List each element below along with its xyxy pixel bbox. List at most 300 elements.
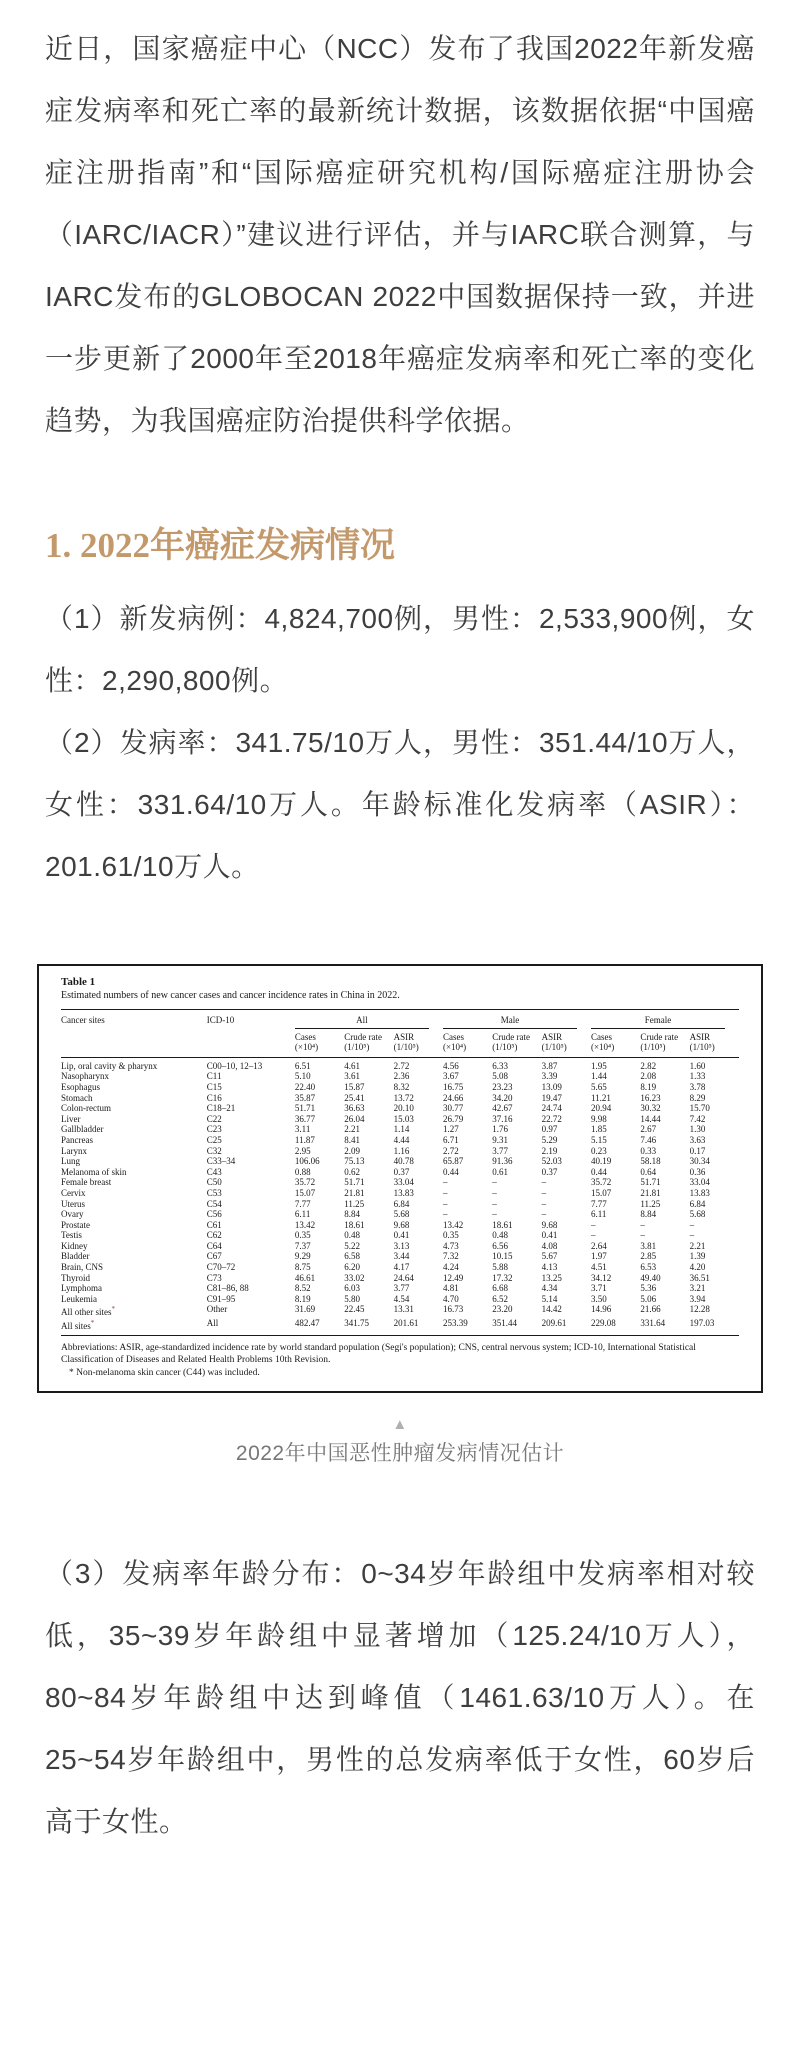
table-cell: 0.41 <box>393 1230 410 1241</box>
table-cell: 4.44 <box>393 1134 410 1145</box>
table-cell: C43 <box>206 1166 222 1177</box>
table-cell: 0.35 <box>442 1230 459 1241</box>
cancer-site-cell: Brain, CNS <box>61 1262 104 1273</box>
table-cell: 15.03 <box>393 1113 414 1124</box>
table-cell: 35.72 <box>294 1177 316 1188</box>
table-row <box>61 1318 739 1335</box>
table-cell: 3.77 <box>492 1145 509 1156</box>
table-cell: 12.49 <box>442 1272 464 1283</box>
table-cell: 0.48 <box>492 1230 509 1241</box>
table-row <box>61 1304 739 1318</box>
table-cell: 8.75 <box>294 1262 311 1273</box>
table-row <box>61 1071 739 1082</box>
table-cell: 3.71 <box>590 1283 607 1294</box>
table-cell: 9.29 <box>294 1251 311 1262</box>
intro-paragraph: 近日，国家癌症中心（NCC）发布了我国2022年新发癌症发病率和死亡率的最新统计数据，该数据依据“中国癌症注册指南”和“国际癌症研究机构/国际癌症注册协会（IARC/IACR）”建议进行评估，并与IARC联合测算，与IARC发布的GLOBOCAN 2022中国数据保持一致，并进一步更新了2000年至2018年癌症发病率和死亡率的变化趋势，为我国癌症防治提供科学依据。 <box>45 33 755 436</box>
table-cell: 52.03 <box>541 1156 562 1167</box>
table-cell: 4.24 <box>442 1262 459 1273</box>
table-cell: – <box>541 1209 547 1220</box>
table-cell: 0.61 <box>492 1166 509 1177</box>
new-cases-paragraph: （1）新发病例：4,824,700例，男性：2,533,900例，女性：2,290,800例。 <box>45 603 755 696</box>
table-cell: 482.47 <box>294 1318 320 1329</box>
table-cell: 3.50 <box>590 1293 607 1304</box>
cancer-site-cell: Lip, oral cavity & pharynx <box>61 1060 158 1071</box>
cancer-site-cell: Lung <box>61 1156 80 1167</box>
header-group-male: Male <box>443 1010 591 1029</box>
table-cell: 2.08 <box>640 1071 657 1082</box>
table-row <box>61 1199 739 1210</box>
table-cell: – <box>442 1177 448 1188</box>
age-distribution-paragraph: （3）发病率年龄分布：0~34岁年龄组中发病率相对较低，35~39岁年龄组中显著增加（125.24/10万人），80~84岁年龄组中达到峰值（1461.63/10万人）。在25~54岁年龄组中，男性的总发病率低于女性，60岁后高于女性。 <box>45 1558 755 1838</box>
incidence-rate-paragraph: （2）发病率：341.75/10万人，男性：351.44/10万人，女性：331.64/10万人。年龄标准化发病率（ASIR）：201.61/10万人。 <box>45 727 755 882</box>
table-cell: 37.16 <box>492 1113 513 1124</box>
table-cell: 35.87 <box>294 1092 316 1103</box>
table-cell: 1.44 <box>590 1071 607 1082</box>
table-cell: 0.62 <box>344 1166 361 1177</box>
table-cell: 26.79 <box>442 1113 464 1124</box>
table-cell: 2.21 <box>344 1124 361 1135</box>
header-all-crude: Crude rate (1/10⁵) <box>344 1031 382 1053</box>
table-cell: 5.22 <box>344 1240 361 1251</box>
table-cell: 51.71 <box>294 1103 316 1114</box>
table-cell: – <box>492 1209 497 1220</box>
table-row <box>61 1146 739 1157</box>
table-cell: 8.19 <box>640 1081 657 1092</box>
table-cell: 253.39 <box>442 1318 468 1329</box>
table-cell: – <box>689 1230 695 1241</box>
table-cell: 16.75 <box>442 1081 464 1092</box>
table-cell: 0.64 <box>640 1166 657 1177</box>
table-cell: 4.54 <box>393 1293 410 1304</box>
table-cell: – <box>442 1198 448 1209</box>
table-cell: 9.68 <box>393 1219 410 1230</box>
table-cell: 4.20 <box>689 1262 706 1273</box>
table-cell: 6.33 <box>492 1060 509 1071</box>
table-cell: 35.72 <box>590 1177 612 1188</box>
table-cell: 22.72 <box>541 1113 562 1124</box>
table-cell: C62 <box>206 1230 222 1241</box>
table-cell: C18–21 <box>206 1103 236 1114</box>
table-row <box>61 1167 739 1178</box>
header-all-cases: Cases (×10⁴) <box>294 1031 319 1053</box>
table-cell: 36.77 <box>294 1113 316 1124</box>
table-row <box>61 1188 739 1199</box>
table-cell: – <box>590 1219 596 1230</box>
table-cell: C53 <box>206 1187 222 1198</box>
table-cell: 106.06 <box>294 1156 320 1167</box>
table-cell: 5.36 <box>640 1283 657 1294</box>
table-cell: 1.16 <box>393 1145 410 1156</box>
table-cell: – <box>689 1219 695 1230</box>
table-cell: 8.29 <box>689 1092 706 1103</box>
table-abbreviations-note: Abbreviations: ASIR, age-standardized incidence rate by world standard population (Segi's population); CNS, central nervous system; ICD-10, International Statistical Classification of Diseases and Related Health Problems 10th Revision. <box>61 1342 696 1366</box>
table-cell: 10.15 <box>492 1251 513 1262</box>
table-cell: 46.61 <box>294 1272 316 1283</box>
table-cell: 4.61 <box>344 1060 361 1071</box>
cancer-site-cell: Prostate <box>61 1219 90 1230</box>
table-cell: 1.97 <box>590 1251 607 1262</box>
table-cell: 1.76 <box>492 1124 509 1135</box>
table1-subtitle: Estimated numbers of new cancer cases and cancer incidence rates in China in 2022. <box>61 990 400 1001</box>
table-cell: 2.36 <box>393 1071 410 1082</box>
table-cell: 3.81 <box>640 1240 657 1251</box>
table-cell: 20.94 <box>590 1103 612 1114</box>
table-cell: 6.53 <box>640 1262 657 1273</box>
table-cell: 24.64 <box>393 1272 414 1283</box>
table-cell: 0.41 <box>541 1230 558 1241</box>
header-group-all: All <box>295 1010 443 1029</box>
table-cell: C64 <box>206 1240 222 1251</box>
table-cell: 5.15 <box>590 1134 607 1145</box>
table-cell: 21.81 <box>640 1187 661 1198</box>
table-cell: 22.40 <box>294 1081 316 1092</box>
table-cell: 197.03 <box>689 1318 715 1329</box>
table-cell: 8.84 <box>344 1209 361 1220</box>
table-cell: 25.41 <box>344 1092 365 1103</box>
table-cell: 209.61 <box>541 1318 567 1329</box>
cancer-site-cell: Ovary <box>61 1209 84 1220</box>
table-cell: C81–86, 88 <box>206 1283 249 1294</box>
table-cell: C70–72 <box>206 1262 236 1273</box>
table-cell: 23.20 <box>492 1304 513 1315</box>
cancer-site-cell: Nasopharynx <box>61 1071 109 1082</box>
table-cell: – <box>541 1198 547 1209</box>
table-cell: 6.71 <box>442 1134 459 1145</box>
table-cell: 8.19 <box>294 1293 311 1304</box>
table-cell: 7.46 <box>640 1134 657 1145</box>
table-cell: 4.08 <box>541 1240 558 1251</box>
table-row <box>61 1135 739 1146</box>
table-cell: C15 <box>206 1081 222 1092</box>
table-cell: 13.83 <box>689 1187 710 1198</box>
table-cell: – <box>640 1219 645 1230</box>
table-cell: 14.96 <box>590 1304 612 1315</box>
cancer-site-cell: All other sites* <box>61 1305 115 1318</box>
table-row <box>61 1156 739 1167</box>
table-row <box>61 1209 739 1220</box>
table-cell: – <box>590 1230 596 1241</box>
table-cell: 15.07 <box>294 1187 316 1198</box>
table-cell: 3.11 <box>294 1124 311 1135</box>
table-cell: C73 <box>206 1272 222 1283</box>
table-row <box>61 1251 739 1262</box>
table-cell: 6.51 <box>294 1060 311 1071</box>
table-cell: 1.27 <box>442 1124 459 1135</box>
table-cell: 5.67 <box>541 1251 558 1262</box>
table-cell: 30.34 <box>689 1156 710 1167</box>
table-cell: 91.36 <box>492 1156 513 1167</box>
header-female-asir: ASIR (1/10⁵) <box>689 1031 715 1053</box>
table-cell: 13.09 <box>541 1081 562 1092</box>
table-cell: 7.42 <box>689 1113 706 1124</box>
table-cell: 5.29 <box>541 1134 558 1145</box>
table-cell: 11.25 <box>344 1198 365 1209</box>
table-body <box>61 1057 739 1335</box>
table-cell: Other <box>206 1304 228 1315</box>
figure-caption-block <box>45 1417 755 1471</box>
table-cell: 11.21 <box>590 1092 611 1103</box>
table-cell: 6.03 <box>344 1283 361 1294</box>
table-cell: 24.66 <box>442 1092 464 1103</box>
table-cell: 6.84 <box>689 1198 706 1209</box>
table-cell: 6.11 <box>590 1209 607 1220</box>
header-cancer-sites: Cancer sites <box>61 1015 105 1025</box>
table1-figure <box>37 964 763 1393</box>
table-cell: 0.37 <box>393 1166 410 1177</box>
table-cell: – <box>541 1177 547 1188</box>
cancer-site-cell: Stomach <box>61 1092 93 1103</box>
table-cell: 3.78 <box>689 1081 706 1092</box>
table-cell: 1.60 <box>689 1060 706 1071</box>
table-row <box>61 1294 739 1305</box>
header-male-cases: Cases (×10⁴) <box>442 1031 467 1053</box>
table-cell: 6.68 <box>492 1283 509 1294</box>
table-cell: 21.66 <box>640 1304 661 1315</box>
table-cell: 23.23 <box>492 1081 513 1092</box>
table-cell: 1.39 <box>689 1251 706 1262</box>
table-cell: 13.42 <box>294 1219 316 1230</box>
table-cell: 0.44 <box>590 1166 607 1177</box>
table-cell: 0.36 <box>689 1166 706 1177</box>
cancer-site-cell: Cervix <box>61 1187 86 1198</box>
header-all-asir: ASIR (1/10⁵) <box>393 1031 419 1053</box>
table-cell: 11.25 <box>640 1198 661 1209</box>
table-cell: 34.20 <box>492 1092 513 1103</box>
table-cell: 36.63 <box>344 1103 365 1114</box>
table-cell: 51.71 <box>344 1177 365 1188</box>
cancer-site-cell: Kidney <box>61 1240 88 1251</box>
table-cell: 0.37 <box>541 1166 558 1177</box>
table-cell: C33–34 <box>206 1156 236 1167</box>
table-cell: 9.98 <box>590 1113 607 1124</box>
table-cell: 4.17 <box>393 1262 410 1273</box>
table-cell: 2.67 <box>640 1124 657 1135</box>
table-cell: 201.61 <box>393 1318 419 1329</box>
table-cell: All <box>206 1318 219 1329</box>
table-cell: 2.82 <box>640 1060 657 1071</box>
table-cell: 65.87 <box>442 1156 464 1167</box>
table-row <box>61 1124 739 1135</box>
table-cell: 3.13 <box>393 1240 410 1251</box>
table-cell: 0.35 <box>294 1230 311 1241</box>
table-cell: 351.44 <box>492 1318 518 1329</box>
table-cell: 5.06 <box>640 1293 657 1304</box>
footnote-marker: * <box>90 1319 95 1328</box>
header-icd10: ICD-10 <box>206 1015 235 1025</box>
table-cell: C56 <box>206 1209 222 1220</box>
table-cell: 1.85 <box>590 1124 607 1135</box>
table-cell: 2.72 <box>393 1060 410 1071</box>
cancer-site-cell: Esophagus <box>61 1081 100 1092</box>
table-cell: C67 <box>206 1251 222 1262</box>
table-cell: C22 <box>206 1113 222 1124</box>
table-row <box>61 1093 739 1104</box>
cancer-site-cell: Thyroid <box>61 1272 90 1283</box>
table-cell: 341.75 <box>344 1318 370 1329</box>
table-cell: 4.34 <box>541 1283 558 1294</box>
header-group-female: Female <box>591 1010 739 1029</box>
table-cell: 15.07 <box>590 1187 612 1198</box>
table-cell: 49.40 <box>640 1272 661 1283</box>
table-cell: 7.37 <box>294 1240 311 1251</box>
table-row <box>61 1103 739 1114</box>
cancer-site-cell: Testis <box>61 1230 82 1241</box>
cancer-site-cell: Lymphoma <box>61 1283 102 1294</box>
table-cell: 4.56 <box>442 1060 459 1071</box>
table-cell: C16 <box>206 1092 222 1103</box>
table-cell: 15.87 <box>344 1081 365 1092</box>
table-cell: 40.19 <box>590 1156 612 1167</box>
table-cell: 22.45 <box>344 1304 365 1315</box>
table-cell: 3.44 <box>393 1251 410 1262</box>
table-asterisk-note: * Non-melanoma skin cancer (C44) was included. <box>69 1367 260 1378</box>
table-cell: C00–10, 12–13 <box>206 1060 263 1071</box>
table-cell: 14.42 <box>541 1304 562 1315</box>
table-cell: 13.31 <box>393 1304 414 1315</box>
table-cell: 331.64 <box>640 1318 666 1329</box>
table-cell: 20.10 <box>393 1103 414 1114</box>
table-cell: C23 <box>206 1124 222 1135</box>
table-cell: 2.19 <box>541 1145 558 1156</box>
table-cell: 34.12 <box>590 1272 612 1283</box>
table-cell: C54 <box>206 1198 222 1209</box>
table-cell: 33.04 <box>393 1177 414 1188</box>
table-cell: 33.02 <box>344 1272 365 1283</box>
table-cell: 0.44 <box>442 1166 459 1177</box>
table-cell: 1.95 <box>590 1060 607 1071</box>
table-cell: 2.21 <box>689 1240 706 1251</box>
table-row <box>61 1230 739 1241</box>
table-cell: 4.51 <box>590 1262 607 1273</box>
table-cell: 51.71 <box>640 1177 661 1188</box>
table-cell: 1.14 <box>393 1124 410 1135</box>
table-cell: 2.64 <box>590 1240 607 1251</box>
table-cell: 1.30 <box>689 1124 706 1135</box>
table-cell: 13.72 <box>393 1092 414 1103</box>
table-cell: 36.51 <box>689 1272 710 1283</box>
cancer-site-cell: Female breast <box>61 1177 112 1188</box>
table-cell: 26.04 <box>344 1113 365 1124</box>
table-cell: 9.31 <box>492 1134 509 1145</box>
table-cell: 0.88 <box>294 1166 311 1177</box>
header-male-asir: ASIR (1/10⁵) <box>541 1031 567 1053</box>
table1-title: Table 1 <box>61 976 96 988</box>
table-cell: 0.97 <box>541 1124 558 1135</box>
cancer-site-cell: Melanoma of skin <box>61 1166 127 1177</box>
header-female-cases: Cases (×10⁴) <box>590 1031 615 1053</box>
table-cell: – <box>442 1187 448 1198</box>
cancer-site-cell: Leukemia <box>61 1293 97 1304</box>
table-cell: 17.32 <box>492 1272 513 1283</box>
triangle-up-icon: ▲ <box>392 1416 408 1434</box>
table-cell: – <box>492 1177 497 1188</box>
table-cell: 3.39 <box>541 1071 558 1082</box>
table-cell: 5.68 <box>393 1209 410 1220</box>
table-cell: 13.25 <box>541 1272 562 1283</box>
table-cell: 3.87 <box>541 1060 558 1071</box>
cancer-site-cell: Pancreas <box>61 1134 93 1145</box>
cancer-site-cell: Gallbladder <box>61 1124 104 1135</box>
table-cell: 31.69 <box>294 1304 316 1315</box>
table-cell: 3.67 <box>442 1071 459 1082</box>
table-cell: 2.09 <box>344 1145 361 1156</box>
table-cell: 4.73 <box>442 1240 459 1251</box>
table-cell: 13.42 <box>442 1219 464 1230</box>
table-cell: 58.18 <box>640 1156 661 1167</box>
table-cell: 30.32 <box>640 1103 661 1114</box>
table-cell: 14.44 <box>640 1113 661 1124</box>
table-cell: 3.21 <box>689 1283 706 1294</box>
table-cell: 6.52 <box>492 1293 509 1304</box>
table-cell: 6.11 <box>294 1209 311 1220</box>
table-cell: 6.58 <box>344 1251 361 1262</box>
table-row <box>61 1082 739 1093</box>
footnote-marker: * <box>111 1305 115 1314</box>
cancer-site-cell: All sites* <box>61 1319 95 1332</box>
table-cell: 7.77 <box>294 1198 311 1209</box>
table-cell: 5.65 <box>590 1081 607 1092</box>
table-cell: 5.14 <box>541 1293 558 1304</box>
table-cell: – <box>442 1209 448 1220</box>
table-cell: 2.85 <box>640 1251 657 1262</box>
table-cell: 0.48 <box>344 1230 361 1241</box>
table-cell: 11.87 <box>294 1134 315 1145</box>
table-row <box>61 1114 739 1125</box>
table-cell: C25 <box>206 1134 222 1145</box>
table-cell: 21.81 <box>344 1187 365 1198</box>
table-cell: 5.80 <box>344 1293 361 1304</box>
table-cell: – <box>492 1187 497 1198</box>
table-row <box>61 1057 739 1071</box>
table-cell: 30.77 <box>442 1103 464 1114</box>
table-cell: – <box>541 1187 547 1198</box>
cancer-site-cell: Uterus <box>61 1198 85 1209</box>
table-cell: 5.08 <box>492 1071 509 1082</box>
table-row <box>61 1273 739 1284</box>
table-cell: 12.28 <box>689 1304 710 1315</box>
table-cell: 8.84 <box>640 1209 657 1220</box>
table-cell: 0.23 <box>590 1145 607 1156</box>
table-cell: 16.23 <box>640 1092 661 1103</box>
cancer-site-cell: Liver <box>61 1113 81 1124</box>
table-cell: 42.67 <box>492 1103 513 1114</box>
table-cell: 13.83 <box>393 1187 414 1198</box>
table-cell: 8.52 <box>294 1283 311 1294</box>
table-cell: 18.61 <box>344 1219 365 1230</box>
cancer-site-cell: Larynx <box>61 1145 87 1156</box>
table-cell: 229.08 <box>590 1318 616 1329</box>
table-cell: 1.33 <box>689 1071 706 1082</box>
table-row <box>61 1283 739 1294</box>
table-cell: 2.95 <box>294 1145 311 1156</box>
table-cell: 3.94 <box>689 1293 706 1304</box>
table-row <box>61 1241 739 1252</box>
cancer-incidence-table <box>61 1009 739 1336</box>
table-cell: 3.63 <box>689 1134 706 1145</box>
table-cell: 4.13 <box>541 1262 558 1273</box>
figure-caption-text: 2022年中国恶性肿瘤发病情况估计 <box>235 1442 565 1466</box>
table-cell: 5.68 <box>689 1209 706 1220</box>
table-cell: – <box>640 1230 645 1241</box>
table-cell: 6.84 <box>393 1198 410 1209</box>
table-cell: 16.73 <box>442 1304 464 1315</box>
table-cell: C11 <box>206 1071 222 1082</box>
cancer-site-cell: Bladder <box>61 1251 90 1262</box>
table-cell: 19.47 <box>541 1092 562 1103</box>
table-row <box>61 1220 739 1231</box>
table-cell: 40.78 <box>393 1156 414 1167</box>
table-cell: 6.20 <box>344 1262 361 1273</box>
